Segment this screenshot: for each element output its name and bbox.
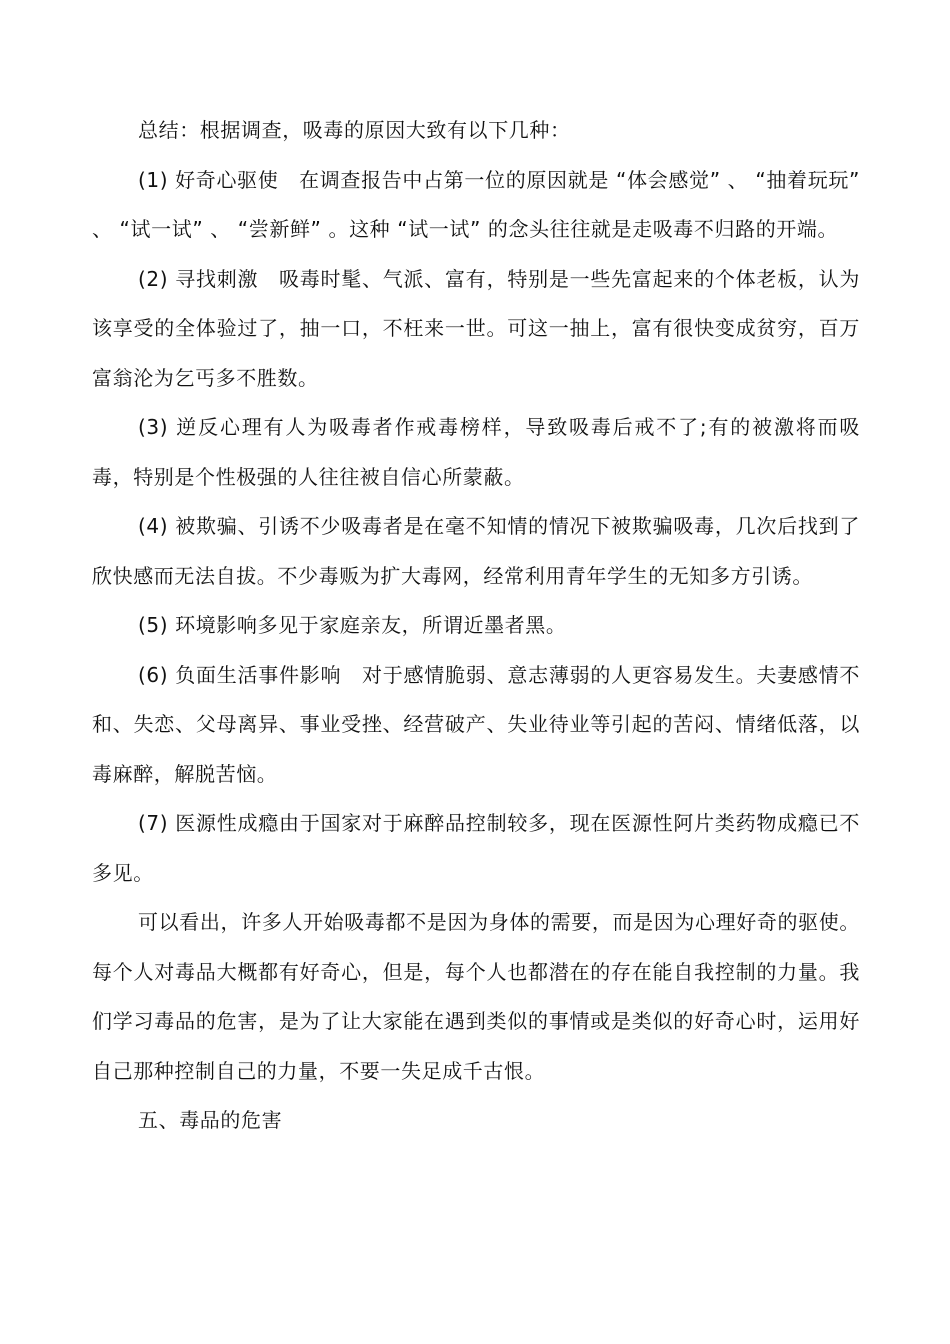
conclusion-paragraph: 可以看出，许多人开始吸毒都不是因为身体的需要，而是因为心理好奇的驱使。每个人对毒品大概都有好奇心，但是，每个人也都潜在的存在能自我控制的力量。我们学习毒品的危害，是为了让大家能在遇到类似的事情或是类似的好奇心时，运用好自己那种控制自己的力量，不要一失足成千古恨。 bbox=[92, 910, 860, 1083]
document-body bbox=[92, 106, 860, 1146]
reason-1-paragraph: (1) 好奇心驱使 在调查报告中占第一位的原因就是 “体会感觉” 、 “抽着玩玩” 、 “试一试” 、 “尝新鲜” 。这种 “试一试” 的念头往往就是走吸毒不归路的开端。 bbox=[92, 167, 860, 241]
reason-4-paragraph: (4) 被欺骗、引诱不少吸毒者是在毫不知情的情况下被欺骗吸毒，几次后找到了欣快感而无法自拔。不少毒贩为扩大毒网，经常利用青年学生的无知多方引诱。 bbox=[92, 514, 860, 588]
section-heading: 五、毒品的危害 bbox=[138, 1108, 283, 1132]
reason-6-paragraph: (6) 负面生活事件影响 对于感情脆弱、意志薄弱的人更容易发生。夫妻感情不和、失恋、父母离异、事业受挫、经营破产、失业待业等引起的苦闷、情绪低落，以毒麻醉，解脱苦恼。 bbox=[92, 662, 860, 786]
reason-7-paragraph: (7) 医源性成瘾由于国家对于麻醉品控制较多，现在医源性阿片类药物成瘾已不多见。 bbox=[92, 811, 860, 885]
reason-2-paragraph: (2) 寻找刺激 吸毒时髦、气派、富有，特别是一些先富起来的个体老板，认为该享受的全体验过了，抽一口，不枉来一世。可这一抽上，富有很快变成贫穷，百万富翁沦为乞丐多不胜数。 bbox=[92, 266, 860, 390]
reason-5-paragraph: (5) 环境影响多见于家庭亲友，所谓近墨者黑。 bbox=[138, 613, 567, 637]
reason-3-paragraph: (3) 逆反心理有人为吸毒者作戒毒榜样，导致吸毒后戒不了;有的被激将而吸毒，特别是个性极强的人往往被自信心所蒙蔽。 bbox=[92, 415, 860, 489]
summary-paragraph: 总结：根据调查，吸毒的原因大致有以下几种： bbox=[138, 118, 571, 142]
